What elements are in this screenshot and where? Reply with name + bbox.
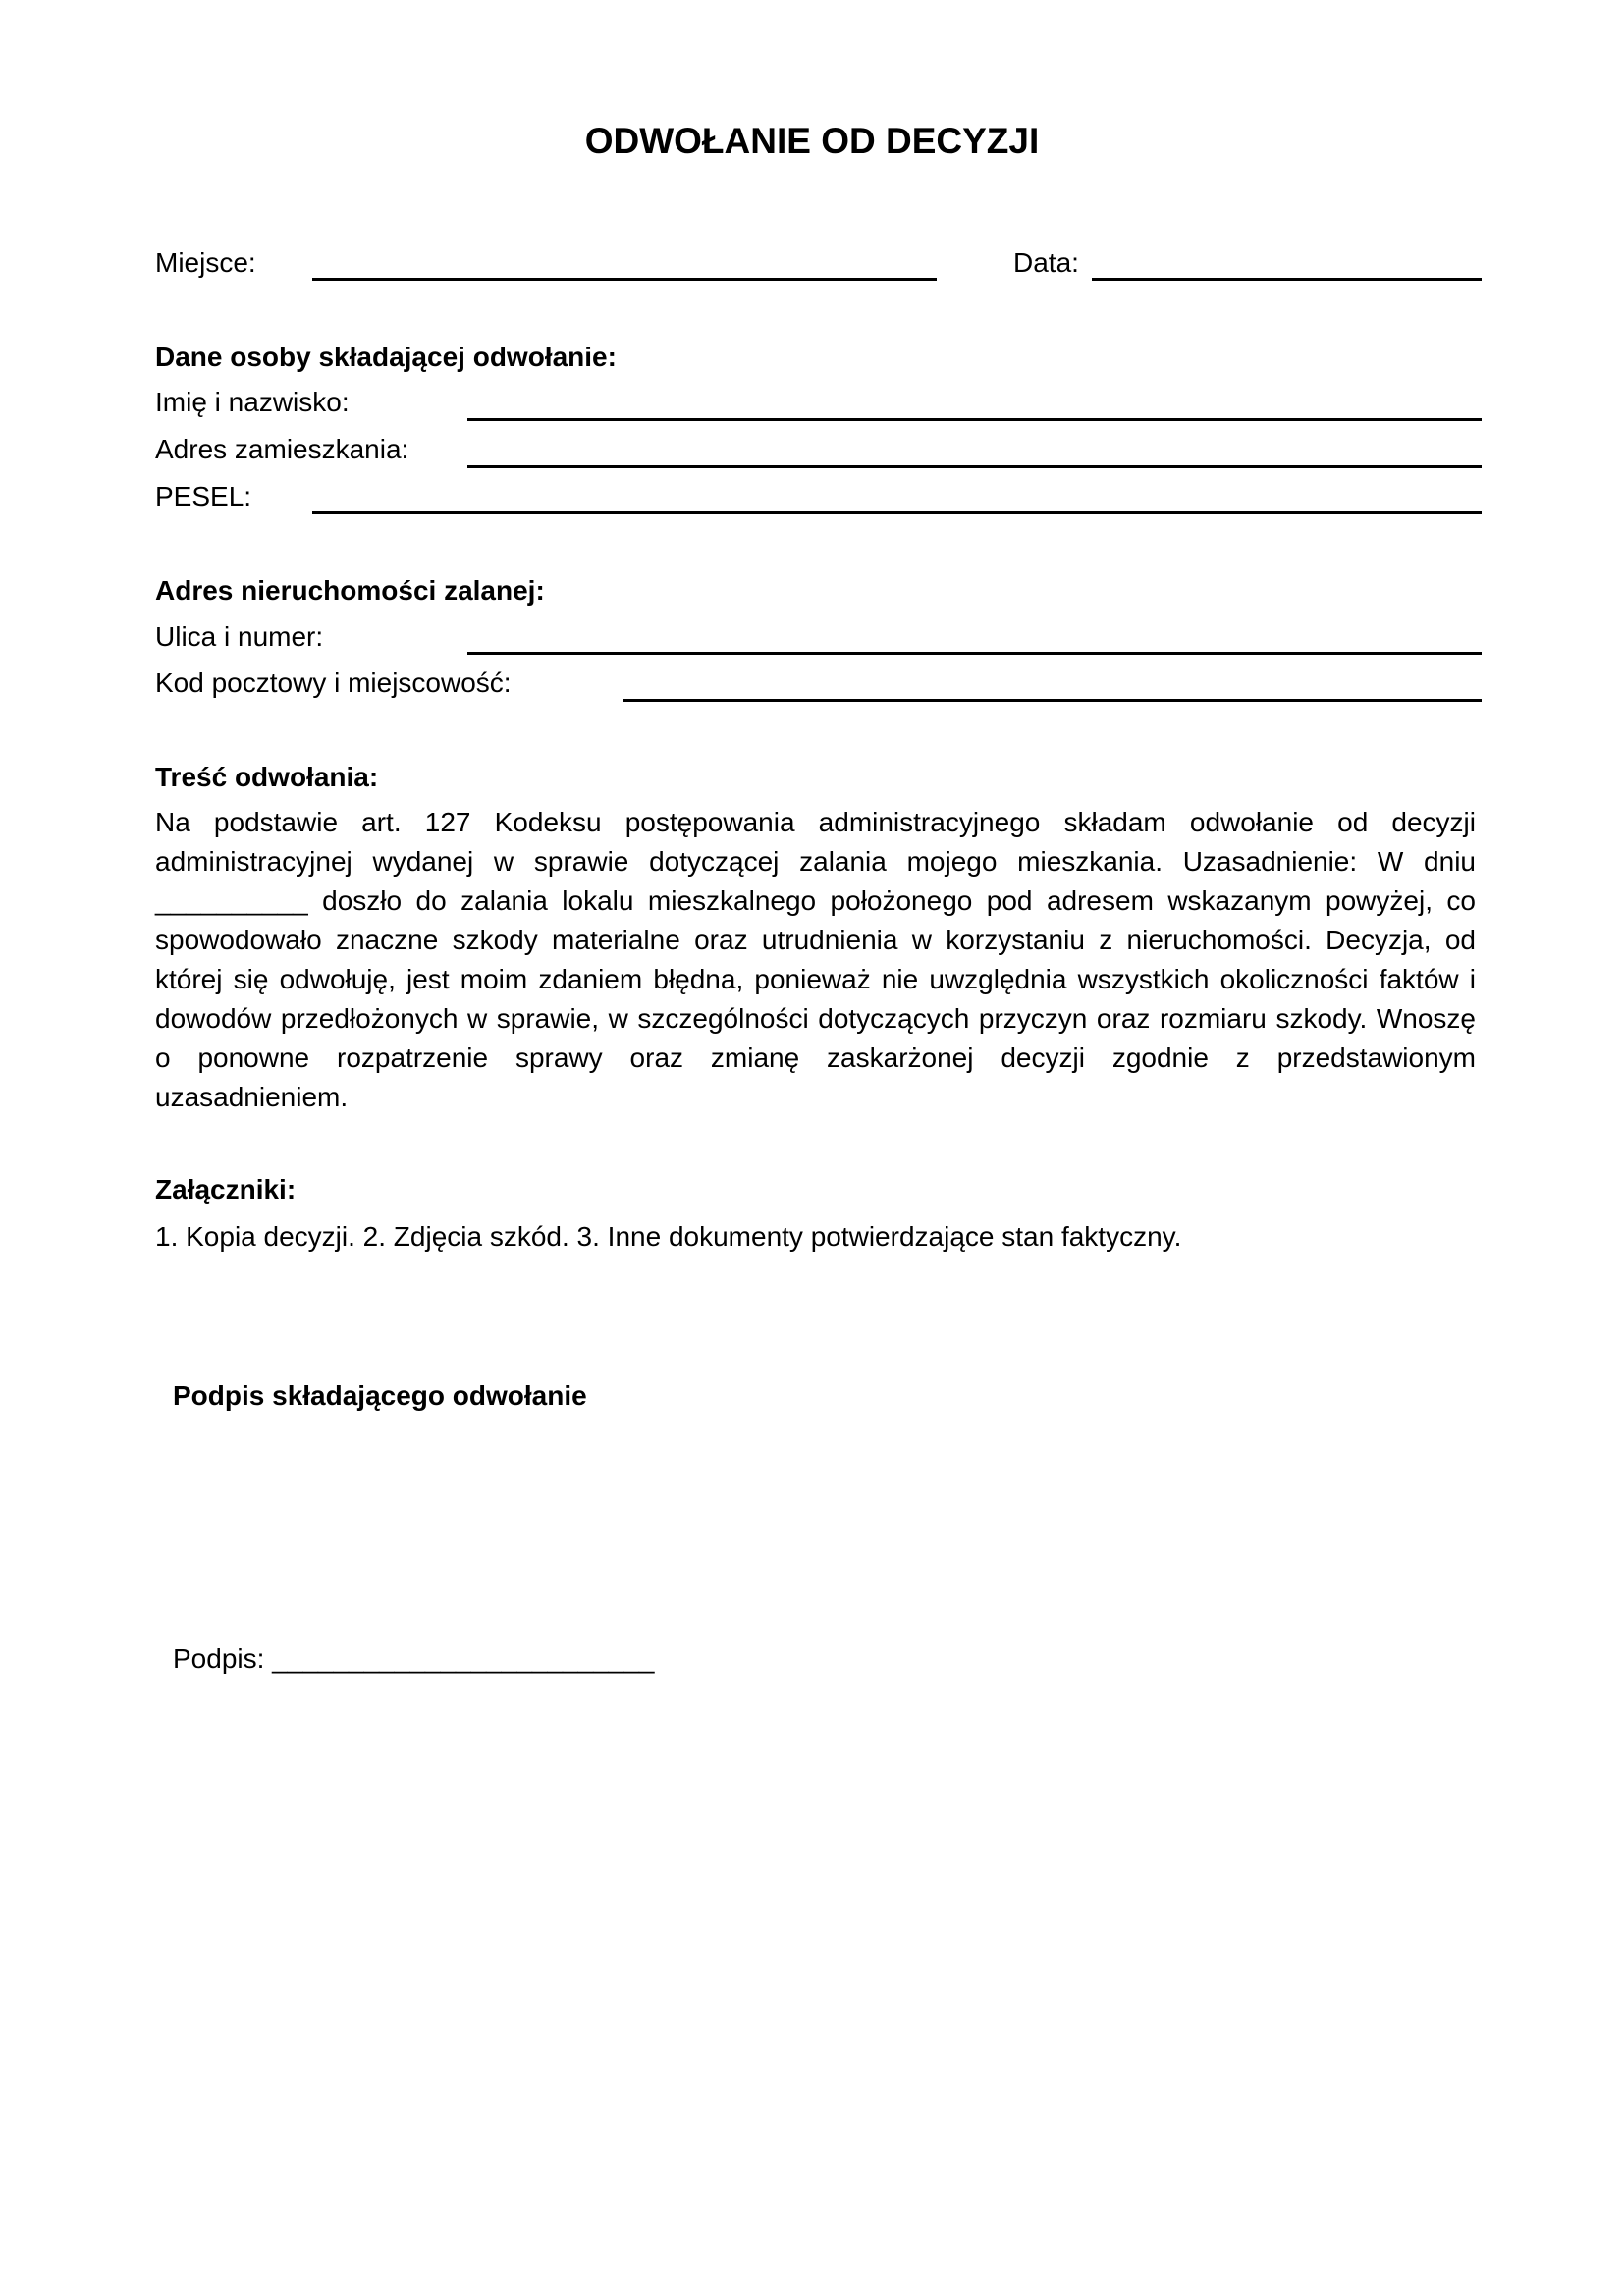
date-label: Data: [1013,247,1079,278]
postal-field[interactable] [623,699,1482,702]
document-title: ODWOŁANIE OD DECYZJI [584,121,1040,161]
address-label: Adres zamieszkania: [155,434,409,464]
property-heading: Adres nieruchomości zalanej: [155,575,545,606]
place-field[interactable] [312,278,937,281]
attachments-list: 1. Kopia decyzji. 2. Zdjęcia szkód. 3. Inne dokumenty potwierdzające stan faktyczny. [155,1221,1182,1252]
appeal-body-text: Na podstawie art. 127 Kodeksu postępowania administracyjnego składam odwołanie od decyzji administracyjnej wydanej w sprawie dotyczącej zalania mojego mieszkania. Uzasadnienie: W dniu __________ doszło do zalania lokalu mieszkalnego położonego pod adresem wskazanym powyżej, co spowodowało znaczne szkody materialne oraz utrudnienia w korzystaniu z nieruchomości. Decyzja, od której się odwołuję, jest moim zdaniem błędna, ponieważ nie uwzględnia wszystkich okoliczności faktów i dowodów przedłożonych w sprawie, w szczególności dotyczących przyczyn oraz rozmiaru szkody. Wnoszę o ponowne rozpatrzenie sprawy oraz zmianę zaskarżonej decyzji zgodnie z przedstawionym uzasadnieniem. [155,807,1476,1112]
attachments-heading: Załączniki: [155,1174,297,1204]
name-field[interactable] [467,418,1482,421]
pesel-label: PESEL: [155,481,252,511]
address-field[interactable] [467,465,1482,468]
place-label: Miejsce: [155,247,256,278]
pesel-field[interactable] [312,511,1482,514]
postal-label: Kod pocztowy i miejscowość: [155,667,512,698]
signature-heading: Podpis składającego odwołanie [173,1380,587,1411]
content-heading: Treść odwołania: [155,762,379,792]
street-label: Ulica i numer: [155,621,324,652]
signature-line[interactable]: Podpis: _________________________ [173,1643,655,1674]
street-field[interactable] [467,652,1482,655]
applicant-heading: Dane osoby składającej odwołanie: [155,342,617,372]
date-field[interactable] [1092,278,1482,281]
name-label: Imię i nazwisko: [155,387,350,417]
